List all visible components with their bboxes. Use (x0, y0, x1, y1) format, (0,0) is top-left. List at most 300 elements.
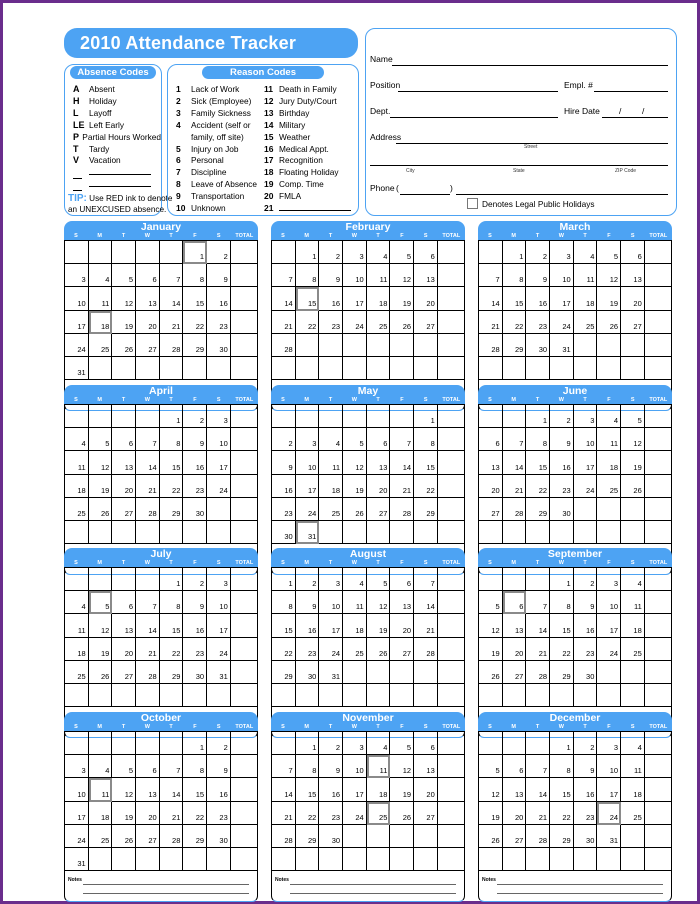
day-cell[interactable] (112, 638, 136, 661)
day-cell[interactable] (597, 848, 621, 871)
total-cell[interactable] (438, 405, 465, 428)
day-cell[interactable] (183, 334, 207, 357)
day-cell[interactable] (574, 405, 598, 428)
day-cell[interactable] (343, 334, 367, 357)
day-cell[interactable] (112, 334, 136, 357)
day-cell[interactable] (319, 684, 343, 707)
total-cell[interactable] (438, 848, 465, 871)
day-cell[interactable] (479, 638, 503, 661)
hire-date-field[interactable] (602, 117, 668, 118)
day-cell[interactable] (183, 848, 207, 871)
day-cell[interactable] (621, 311, 645, 334)
day-cell[interactable] (503, 475, 527, 498)
day-cell[interactable] (621, 661, 645, 684)
day-cell[interactable] (65, 778, 89, 801)
day-cell[interactable] (526, 521, 550, 544)
day-cell[interactable] (272, 848, 296, 871)
day-cell[interactable] (272, 264, 296, 287)
total-cell[interactable] (438, 755, 465, 778)
day-cell[interactable] (207, 287, 231, 310)
day-cell[interactable] (526, 591, 550, 614)
day-cell[interactable] (367, 451, 391, 474)
day-cell[interactable] (296, 475, 320, 498)
day-cell[interactable] (621, 825, 645, 848)
day-cell[interactable] (112, 357, 136, 380)
day-cell[interactable] (526, 755, 550, 778)
total-cell[interactable] (438, 568, 465, 591)
day-cell[interactable] (112, 825, 136, 848)
day-cell[interactable] (183, 498, 207, 521)
day-cell[interactable] (183, 475, 207, 498)
day-cell[interactable] (207, 428, 231, 451)
day-cell[interactable] (65, 825, 89, 848)
day-cell[interactable] (621, 475, 645, 498)
day-cell[interactable] (136, 357, 160, 380)
total-cell[interactable] (645, 428, 672, 451)
total-cell[interactable] (231, 802, 258, 825)
day-cell[interactable] (574, 848, 598, 871)
notes-line[interactable] (497, 893, 663, 894)
day-cell[interactable] (207, 732, 231, 755)
day-cell[interactable] (160, 475, 184, 498)
day-cell[interactable] (343, 264, 367, 287)
day-cell[interactable] (390, 825, 414, 848)
day-cell[interactable] (621, 778, 645, 801)
day-cell[interactable] (272, 591, 296, 614)
day-cell[interactable] (296, 568, 320, 591)
day-cell[interactable] (272, 661, 296, 684)
day-cell[interactable] (526, 638, 550, 661)
day-cell[interactable] (112, 264, 136, 287)
day-cell[interactable] (343, 591, 367, 614)
day-cell[interactable] (343, 498, 367, 521)
day-cell[interactable] (207, 475, 231, 498)
day-cell[interactable] (390, 755, 414, 778)
day-cell[interactable] (597, 661, 621, 684)
day-cell[interactable] (136, 428, 160, 451)
day-cell[interactable] (136, 614, 160, 637)
absence-label-blank[interactable] (89, 179, 151, 187)
total-cell[interactable] (231, 732, 258, 755)
day-cell[interactable] (574, 755, 598, 778)
day-cell[interactable] (574, 614, 598, 637)
day-cell[interactable] (367, 357, 391, 380)
day-cell[interactable] (414, 848, 438, 871)
day-cell[interactable] (479, 451, 503, 474)
day-cell[interactable] (272, 778, 296, 801)
day-cell[interactable] (503, 451, 527, 474)
total-cell[interactable] (645, 521, 672, 544)
notes-area[interactable] (478, 871, 672, 902)
total-cell[interactable] (645, 684, 672, 707)
day-cell[interactable] (319, 825, 343, 848)
day-cell[interactable] (597, 311, 621, 334)
notes-area[interactable] (271, 871, 465, 902)
day-cell[interactable] (390, 241, 414, 264)
day-cell[interactable] (183, 241, 207, 264)
day-cell[interactable] (343, 848, 367, 871)
day-cell[interactable] (526, 428, 550, 451)
day-cell[interactable] (319, 732, 343, 755)
day-cell[interactable] (414, 405, 438, 428)
day-cell[interactable] (136, 638, 160, 661)
day-cell[interactable] (597, 405, 621, 428)
day-cell[interactable] (503, 825, 527, 848)
total-cell[interactable] (438, 498, 465, 521)
day-cell[interactable] (272, 311, 296, 334)
day-cell[interactable] (526, 498, 550, 521)
day-cell[interactable] (319, 755, 343, 778)
total-cell[interactable] (645, 825, 672, 848)
day-cell[interactable] (89, 591, 113, 614)
day-cell[interactable] (550, 591, 574, 614)
day-cell[interactable] (390, 732, 414, 755)
total-cell[interactable] (645, 591, 672, 614)
total-cell[interactable] (231, 405, 258, 428)
day-cell[interactable] (479, 591, 503, 614)
day-cell[interactable] (183, 521, 207, 544)
day-cell[interactable] (574, 264, 598, 287)
day-cell[interactable] (367, 684, 391, 707)
total-cell[interactable] (231, 521, 258, 544)
day-cell[interactable] (343, 287, 367, 310)
day-cell[interactable] (597, 334, 621, 357)
day-cell[interactable] (272, 638, 296, 661)
total-cell[interactable] (645, 638, 672, 661)
day-cell[interactable] (503, 848, 527, 871)
day-cell[interactable] (503, 755, 527, 778)
day-cell[interactable] (207, 334, 231, 357)
day-cell[interactable] (65, 661, 89, 684)
total-cell[interactable] (231, 451, 258, 474)
day-cell[interactable] (160, 334, 184, 357)
day-cell[interactable] (503, 287, 527, 310)
total-cell[interactable] (645, 405, 672, 428)
day-cell[interactable] (479, 334, 503, 357)
day-cell[interactable] (414, 241, 438, 264)
day-cell[interactable] (343, 825, 367, 848)
day-cell[interactable] (183, 778, 207, 801)
day-cell[interactable] (597, 287, 621, 310)
day-cell[interactable] (526, 778, 550, 801)
day-cell[interactable] (550, 451, 574, 474)
day-cell[interactable] (296, 638, 320, 661)
name-field[interactable] (392, 65, 668, 66)
day-cell[interactable] (112, 778, 136, 801)
day-cell[interactable] (183, 405, 207, 428)
day-cell[interactable] (112, 241, 136, 264)
day-cell[interactable] (65, 264, 89, 287)
day-cell[interactable] (367, 591, 391, 614)
day-cell[interactable] (414, 661, 438, 684)
total-cell[interactable] (645, 451, 672, 474)
day-cell[interactable] (503, 428, 527, 451)
day-cell[interactable] (160, 732, 184, 755)
day-cell[interactable] (65, 241, 89, 264)
day-cell[interactable] (479, 778, 503, 801)
day-cell[interactable] (550, 848, 574, 871)
day-cell[interactable] (414, 591, 438, 614)
day-cell[interactable] (65, 357, 89, 380)
day-cell[interactable] (112, 568, 136, 591)
day-cell[interactable] (272, 428, 296, 451)
day-cell[interactable] (414, 334, 438, 357)
day-cell[interactable] (390, 802, 414, 825)
day-cell[interactable] (272, 755, 296, 778)
day-cell[interactable] (112, 614, 136, 637)
day-cell[interactable] (65, 591, 89, 614)
day-cell[interactable] (479, 475, 503, 498)
day-cell[interactable] (597, 568, 621, 591)
day-cell[interactable] (65, 802, 89, 825)
day-cell[interactable] (65, 311, 89, 334)
total-cell[interactable] (438, 825, 465, 848)
day-cell[interactable] (272, 825, 296, 848)
day-cell[interactable] (390, 614, 414, 637)
day-cell[interactable] (112, 287, 136, 310)
day-cell[interactable] (183, 825, 207, 848)
day-cell[interactable] (367, 428, 391, 451)
day-cell[interactable] (550, 334, 574, 357)
day-cell[interactable] (550, 264, 574, 287)
day-cell[interactable] (343, 405, 367, 428)
total-cell[interactable] (438, 732, 465, 755)
reason-code-blank[interactable] (279, 203, 351, 211)
day-cell[interactable] (160, 428, 184, 451)
total-cell[interactable] (438, 638, 465, 661)
day-cell[interactable] (296, 521, 320, 544)
day-cell[interactable] (296, 287, 320, 310)
day-cell[interactable] (136, 732, 160, 755)
day-cell[interactable] (319, 778, 343, 801)
day-cell[interactable] (296, 755, 320, 778)
day-cell[interactable] (526, 287, 550, 310)
day-cell[interactable] (136, 241, 160, 264)
day-cell[interactable] (160, 802, 184, 825)
day-cell[interactable] (136, 778, 160, 801)
day-cell[interactable] (550, 357, 574, 380)
day-cell[interactable] (367, 614, 391, 637)
day-cell[interactable] (319, 591, 343, 614)
total-cell[interactable] (645, 264, 672, 287)
day-cell[interactable] (207, 264, 231, 287)
day-cell[interactable] (574, 638, 598, 661)
day-cell[interactable] (343, 802, 367, 825)
day-cell[interactable] (503, 591, 527, 614)
day-cell[interactable] (296, 802, 320, 825)
day-cell[interactable] (550, 498, 574, 521)
day-cell[interactable] (136, 848, 160, 871)
day-cell[interactable] (574, 287, 598, 310)
day-cell[interactable] (550, 428, 574, 451)
day-cell[interactable] (319, 568, 343, 591)
day-cell[interactable] (597, 755, 621, 778)
day-cell[interactable] (550, 475, 574, 498)
day-cell[interactable] (272, 451, 296, 474)
day-cell[interactable] (183, 311, 207, 334)
day-cell[interactable] (319, 264, 343, 287)
day-cell[interactable] (597, 802, 621, 825)
day-cell[interactable] (367, 848, 391, 871)
total-cell[interactable] (645, 475, 672, 498)
day-cell[interactable] (183, 287, 207, 310)
day-cell[interactable] (526, 334, 550, 357)
total-cell[interactable] (645, 568, 672, 591)
day-cell[interactable] (112, 475, 136, 498)
day-cell[interactable] (160, 357, 184, 380)
day-cell[interactable] (414, 357, 438, 380)
day-cell[interactable] (414, 755, 438, 778)
day-cell[interactable] (296, 241, 320, 264)
day-cell[interactable] (296, 684, 320, 707)
day-cell[interactable] (574, 825, 598, 848)
day-cell[interactable] (207, 802, 231, 825)
day-cell[interactable] (479, 357, 503, 380)
day-cell[interactable] (65, 428, 89, 451)
day-cell[interactable] (503, 684, 527, 707)
day-cell[interactable] (367, 405, 391, 428)
total-cell[interactable] (231, 241, 258, 264)
day-cell[interactable] (550, 755, 574, 778)
day-cell[interactable] (526, 614, 550, 637)
day-cell[interactable] (367, 475, 391, 498)
day-cell[interactable] (112, 732, 136, 755)
day-cell[interactable] (526, 802, 550, 825)
day-cell[interactable] (414, 521, 438, 544)
day-cell[interactable] (414, 498, 438, 521)
day-cell[interactable] (550, 732, 574, 755)
total-cell[interactable] (438, 287, 465, 310)
day-cell[interactable] (479, 264, 503, 287)
day-cell[interactable] (112, 591, 136, 614)
day-cell[interactable] (621, 428, 645, 451)
day-cell[interactable] (390, 591, 414, 614)
day-cell[interactable] (414, 638, 438, 661)
day-cell[interactable] (296, 264, 320, 287)
day-cell[interactable] (390, 661, 414, 684)
day-cell[interactable] (526, 451, 550, 474)
day-cell[interactable] (207, 498, 231, 521)
day-cell[interactable] (65, 614, 89, 637)
day-cell[interactable] (89, 475, 113, 498)
day-cell[interactable] (574, 591, 598, 614)
total-cell[interactable] (645, 498, 672, 521)
day-cell[interactable] (160, 287, 184, 310)
day-cell[interactable] (621, 498, 645, 521)
day-cell[interactable] (621, 451, 645, 474)
day-cell[interactable] (65, 405, 89, 428)
day-cell[interactable] (183, 732, 207, 755)
day-cell[interactable] (367, 311, 391, 334)
day-cell[interactable] (367, 825, 391, 848)
day-cell[interactable] (621, 264, 645, 287)
day-cell[interactable] (574, 802, 598, 825)
day-cell[interactable] (367, 778, 391, 801)
total-cell[interactable] (645, 661, 672, 684)
day-cell[interactable] (207, 614, 231, 637)
day-cell[interactable] (65, 475, 89, 498)
day-cell[interactable] (621, 684, 645, 707)
day-cell[interactable] (207, 521, 231, 544)
day-cell[interactable] (414, 778, 438, 801)
day-cell[interactable] (183, 264, 207, 287)
day-cell[interactable] (503, 498, 527, 521)
day-cell[interactable] (479, 287, 503, 310)
day-cell[interactable] (207, 825, 231, 848)
day-cell[interactable] (112, 802, 136, 825)
day-cell[interactable] (160, 848, 184, 871)
day-cell[interactable] (112, 521, 136, 544)
day-cell[interactable] (367, 287, 391, 310)
total-cell[interactable] (438, 475, 465, 498)
day-cell[interactable] (597, 732, 621, 755)
day-cell[interactable] (550, 568, 574, 591)
day-cell[interactable] (65, 287, 89, 310)
day-cell[interactable] (89, 684, 113, 707)
total-cell[interactable] (438, 661, 465, 684)
day-cell[interactable] (390, 848, 414, 871)
day-cell[interactable] (65, 521, 89, 544)
total-cell[interactable] (231, 498, 258, 521)
day-cell[interactable] (296, 405, 320, 428)
day-cell[interactable] (390, 568, 414, 591)
day-cell[interactable] (296, 614, 320, 637)
day-cell[interactable] (414, 475, 438, 498)
day-cell[interactable] (526, 264, 550, 287)
day-cell[interactable] (319, 661, 343, 684)
day-cell[interactable] (296, 498, 320, 521)
day-cell[interactable] (621, 334, 645, 357)
day-cell[interactable] (367, 264, 391, 287)
day-cell[interactable] (272, 568, 296, 591)
day-cell[interactable] (160, 405, 184, 428)
day-cell[interactable] (112, 428, 136, 451)
day-cell[interactable] (479, 825, 503, 848)
day-cell[interactable] (343, 357, 367, 380)
day-cell[interactable] (597, 778, 621, 801)
day-cell[interactable] (503, 334, 527, 357)
day-cell[interactable] (503, 264, 527, 287)
day-cell[interactable] (343, 428, 367, 451)
day-cell[interactable] (390, 521, 414, 544)
day-cell[interactable] (621, 755, 645, 778)
day-cell[interactable] (207, 241, 231, 264)
day-cell[interactable] (526, 661, 550, 684)
day-cell[interactable] (479, 311, 503, 334)
notes-line[interactable] (83, 884, 249, 885)
day-cell[interactable] (574, 357, 598, 380)
total-cell[interactable] (645, 334, 672, 357)
day-cell[interactable] (296, 848, 320, 871)
day-cell[interactable] (183, 614, 207, 637)
day-cell[interactable] (112, 498, 136, 521)
day-cell[interactable] (319, 357, 343, 380)
day-cell[interactable] (319, 451, 343, 474)
day-cell[interactable] (367, 521, 391, 544)
total-cell[interactable] (231, 778, 258, 801)
day-cell[interactable] (136, 755, 160, 778)
day-cell[interactable] (112, 848, 136, 871)
day-cell[interactable] (550, 802, 574, 825)
day-cell[interactable] (574, 311, 598, 334)
day-cell[interactable] (272, 802, 296, 825)
day-cell[interactable] (183, 661, 207, 684)
day-cell[interactable] (550, 614, 574, 637)
day-cell[interactable] (89, 334, 113, 357)
day-cell[interactable] (367, 568, 391, 591)
day-cell[interactable] (503, 568, 527, 591)
day-cell[interactable] (89, 568, 113, 591)
